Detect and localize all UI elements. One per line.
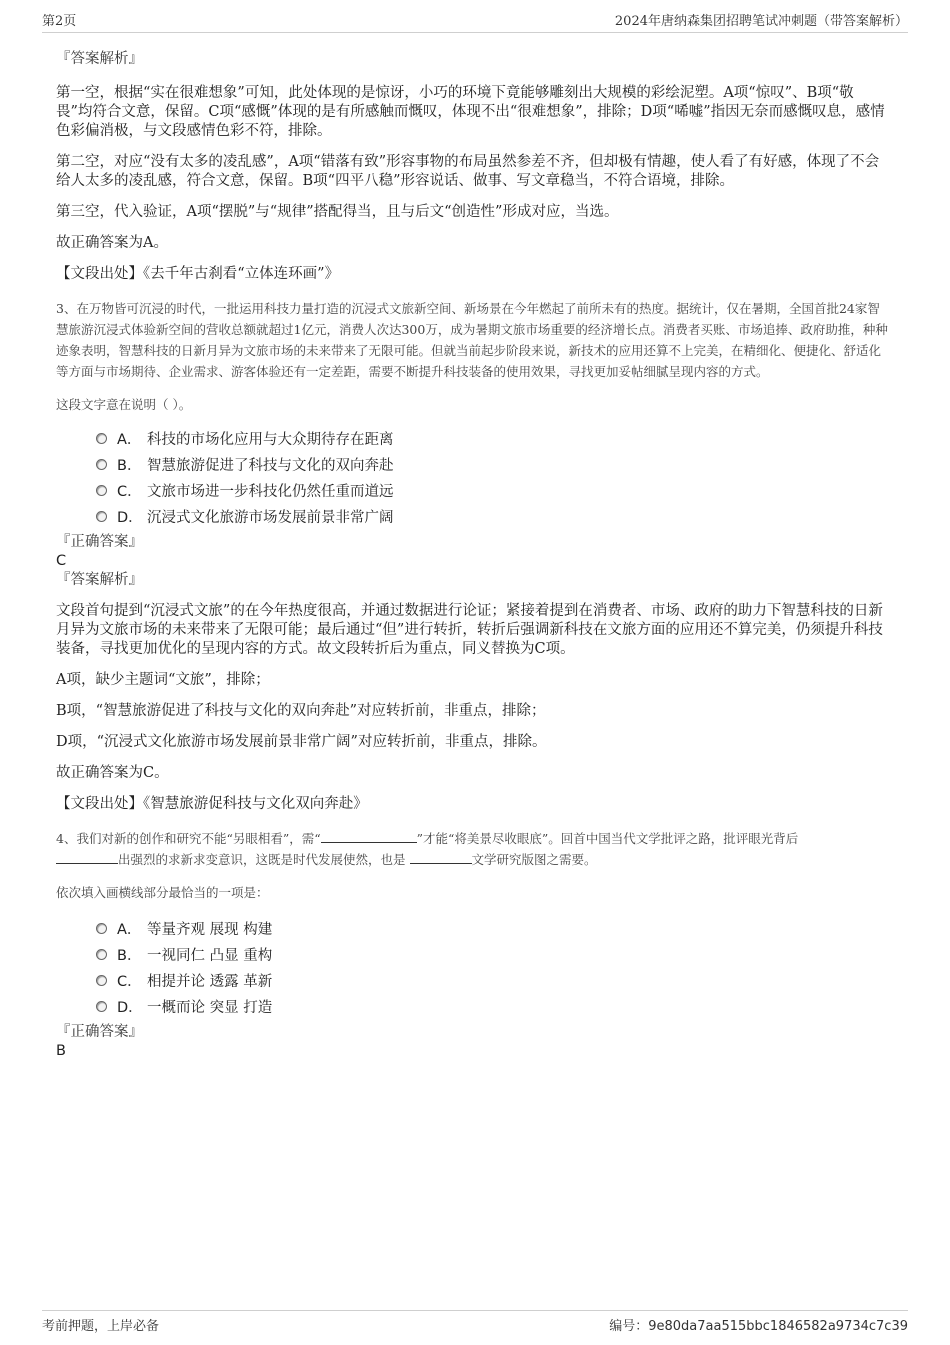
page-number: 第2页	[42, 14, 77, 29]
code-value: 9e80da7aa515bbc1846582a9734c7c39	[648, 1318, 908, 1334]
radio-button-icon[interactable]	[96, 975, 107, 986]
radio-button-icon[interactable]	[96, 485, 107, 496]
code-label: 编号：	[609, 1318, 649, 1334]
question-stem: 3、在万物皆可沉浸的时代，一批运用科技力量打造的沉浸式文旅新空间、新场景在今年燃起了前所未有的热度。据统计，仅在暑期，全国首批24家智慧旅游沉浸式体验新空间的营收总额就超过1亿元，消费人次达300万，成为暑期文旅市场重要的经济增长点。消费者买账、市场追捧、政府助推，种种迹象表明，智慧科技的日新月异为文旅市场的未来带来了无限可能。但就当前起步阶段来说，新技术的应用还算不上完美，在精细化、便捷化、舒适化等方面与市场期待、企业需求、游客体验还有一定差距，需要不断提升科技装备的使用效果，寻找更加妥帖细腻呈现内容的方式。	[56, 301, 888, 379]
option-text: 相提并论 透露 革新	[147, 973, 273, 990]
option-text: 科技的市场化应用与大众期待存在距离	[147, 431, 394, 448]
footer-slogan: 考前押题，上岸必备	[42, 1318, 160, 1334]
page-header	[42, 10, 908, 33]
option-letter: A．	[117, 921, 142, 938]
fill-blank	[321, 830, 417, 843]
answer-marker: 『正确答案』	[56, 534, 143, 550]
stem-part: 文学研究版图之需要。	[471, 852, 597, 867]
analysis-conclusion: 故正确答案为A。	[56, 235, 168, 251]
option-letter: D．	[117, 999, 143, 1016]
source-citation: 【文段出处】《去千年古刹看“立体连环画”》	[56, 266, 340, 282]
analysis-marker: 『答案解析』	[56, 51, 143, 67]
document-code	[609, 1315, 908, 1334]
answer-marker: 『正确答案』	[56, 1024, 143, 1040]
analysis-paragraph: 文段首句提到“沉浸式文旅”的在今年热度很高，并通过数据进行论证；紧接着提到在消费者、市场、政府的助力下智慧科技的日新月异为文旅市场的未来带来了无限可能；最后通过“但”进行转折，转折后强调新科技在文旅方面的应用还不算完美，仍须提升科技装备，寻找更加优化的呈现内容的方式。故文段转折后为重点，同义替换为C项。	[56, 603, 883, 657]
analysis-conclusion: 故正确答案为C。	[56, 765, 169, 781]
analysis-paragraph: A项，缺少主题词“文旅”，排除；	[56, 672, 270, 688]
radio-button-icon[interactable]	[96, 511, 107, 522]
fill-blank	[410, 851, 472, 864]
analysis-paragraph: 第三空，代入验证，A项“摆脱”与“规律”搭配得当，且与后文“创造性”形成对应，当选。	[56, 204, 619, 220]
fill-blank	[56, 851, 118, 864]
question-prompt: 依次填入画横线部分最恰当的一项是：	[56, 885, 269, 900]
stem-part: ”才能“将美景尽收眼底”。回首中国当代文学批评之路，批评眼光背后	[416, 831, 799, 846]
option-text: 沉浸式文化旅游市场发展前景非常广阔	[147, 509, 394, 526]
option-letter: C．	[117, 483, 142, 500]
option-c[interactable]	[96, 477, 890, 503]
source-citation: 【文段出处】《智慧旅游促科技与文化双向奔赴》	[56, 796, 368, 812]
correct-answer: C	[56, 553, 67, 569]
radio-button-icon[interactable]	[96, 923, 107, 934]
option-c[interactable]	[96, 967, 890, 993]
option-a[interactable]	[96, 915, 890, 941]
option-b[interactable]	[96, 451, 890, 477]
option-d[interactable]	[96, 503, 890, 529]
option-letter: B．	[117, 947, 142, 964]
radio-button-icon[interactable]	[96, 1001, 107, 1012]
stem-part: 4、我们对新的创作和研究不能“另眼相看”，需“	[56, 831, 321, 846]
radio-button-icon[interactable]	[96, 433, 107, 444]
radio-button-icon[interactable]	[96, 459, 107, 470]
main-content	[56, 44, 890, 1061]
option-letter: D．	[117, 509, 143, 526]
radio-button-icon[interactable]	[96, 949, 107, 960]
analysis-marker: 『答案解析』	[56, 572, 143, 588]
option-b[interactable]	[96, 941, 890, 967]
option-text: 智慧旅游促进了科技与文化的双向奔赴	[147, 457, 394, 474]
analysis-paragraph: D项，“沉浸式文化旅游市场发展前景非常广阔”对应转折前，非重点，排除。	[56, 734, 547, 750]
option-text: 文旅市场进一步科技化仍然任重而道远	[147, 483, 394, 500]
analysis-paragraph: B项，“智慧旅游促进了科技与文化的双向奔赴”对应转折前，非重点，排除；	[56, 703, 546, 719]
question-prompt: 这段文字意在说明（ ）。	[56, 397, 192, 412]
option-list	[96, 915, 890, 1019]
option-letter: A．	[117, 431, 142, 448]
option-text: 等量齐观 展现 构建	[147, 921, 273, 938]
document-title: 2024年唐纳森集团招聘笔试冲刺题（带答案解析）	[614, 14, 908, 29]
stem-part: 出强烈的求新求变意识，这既是时代发展使然，也是	[118, 852, 406, 867]
option-list	[96, 425, 890, 529]
option-d[interactable]	[96, 993, 890, 1019]
analysis-paragraph: 第一空，根据“实在很难想象”可知，此处体现的是惊讶，小巧的环境下竟能够雕刻出大规模的彩绘泥塑。A项“惊叹”、B项“敬畏”均符合文意，保留。C项“感慨”体现的是有所感触而慨叹，体现不出“很难想象”，排除；D项“唏嘘”指因无奈而感慨叹息，感情色彩偏消极，与文段感情色彩不符，排除。	[56, 85, 885, 139]
page-footer	[42, 1310, 908, 1337]
option-a[interactable]	[96, 425, 890, 451]
option-letter: B．	[117, 457, 142, 474]
option-letter: C．	[117, 973, 142, 990]
question-stem	[56, 828, 890, 870]
option-text: 一视同仁 凸显 重构	[147, 947, 273, 964]
correct-answer: B	[56, 1043, 66, 1059]
option-text: 一概而论 突显 打造	[147, 999, 273, 1016]
analysis-paragraph: 第二空，对应“没有太多的凌乱感”，A项“错落有致”形容事物的布局虽然参差不齐，但却极有情趣，使人看了有好感，体现了不会给人太多的凌乱感，符合文意，保留。B项“四平八稳”形容说话、做事、写文章稳当，不符合语境，排除。	[56, 154, 880, 189]
